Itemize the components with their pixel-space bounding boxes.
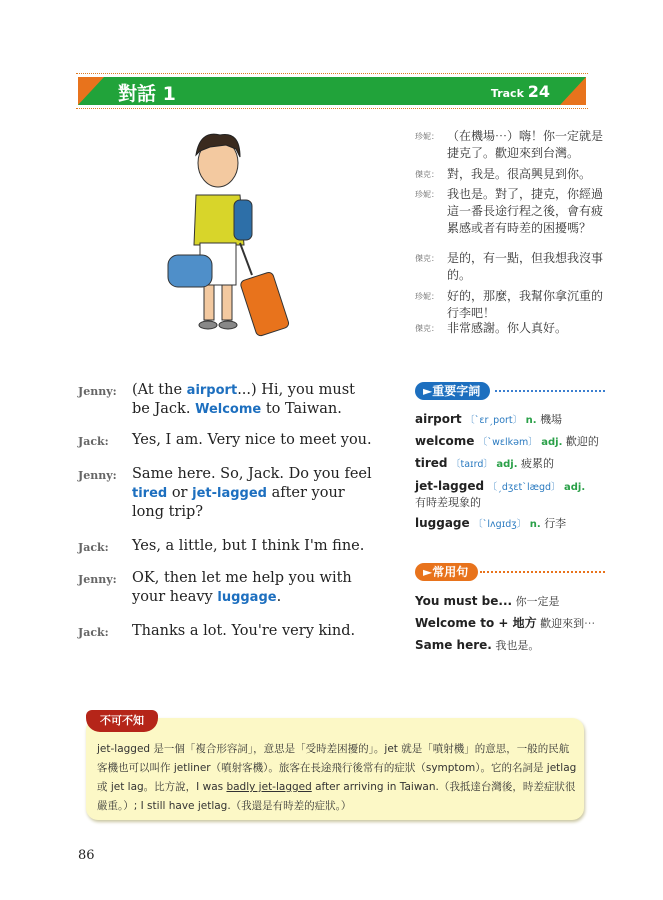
speaker-label: Jack: xyxy=(78,626,109,639)
speaker-label: Jenny: xyxy=(78,573,117,586)
note-tab: 不可不知 xyxy=(86,710,158,732)
zh-dialogue-line xyxy=(415,128,605,162)
vocab-pos: n. xyxy=(529,519,541,530)
vocab-meaning: 行李 xyxy=(544,517,567,530)
vocab-pos: n. xyxy=(525,415,537,426)
phrase-chinese: 你一定是 xyxy=(515,595,560,608)
divider xyxy=(76,108,588,109)
dialogue-text: 對，我是。很高興見到你。 xyxy=(447,167,592,181)
text-segment: Yes, a little, but I think I'm fine. xyxy=(132,538,365,554)
vocab-phonetic: 〔taɪrd〕 xyxy=(451,459,493,470)
vocab-meaning: 有時差現象的 xyxy=(415,496,481,509)
key-word: Welcome xyxy=(195,402,262,417)
vocab-word: tired xyxy=(415,456,448,470)
vocab-word: jet-lagged xyxy=(415,479,485,493)
dialogue-text: 非常感謝。你人真好。 xyxy=(447,321,568,335)
key-word: jet-lagged xyxy=(192,486,267,501)
dialogue-line xyxy=(78,381,378,419)
track-label xyxy=(491,82,550,101)
speaker-label: 珍妮： xyxy=(415,292,439,301)
banner-corner xyxy=(78,77,104,105)
dialogue-text: 是的，有一點，但我想我沒事的。 xyxy=(447,251,604,282)
text-segment: ...) Hi, you must be Jack. xyxy=(132,382,356,417)
dialogue-line xyxy=(78,431,378,450)
vocab-phonetic: 〔ˏdʒɛtˋlægd〕 xyxy=(487,482,561,493)
divider xyxy=(480,571,605,573)
dialogue-line xyxy=(78,622,378,641)
speaker-label: Jenny: xyxy=(78,469,117,482)
text-segment: or xyxy=(167,485,193,501)
vocab-pos: adj. xyxy=(541,437,563,448)
vocab-meaning: 機場 xyxy=(540,413,563,426)
phrase-item xyxy=(415,594,605,609)
speaker-label: Jack: xyxy=(78,541,109,554)
note-text-part: jet-lagged 是一個「複合形容詞」，意思是「受時差困擾的」。jet 就是「噴射機」的意思，一般的民航客機也可以叫作 jetliner（噴射客機）。旅客在長途飛行後常有的症狀（symptom）。它的名詞是 jetlag 或 jet lag。比方說，I was xyxy=(97,743,577,793)
speaker-label: 傑克： xyxy=(415,254,439,263)
note-text xyxy=(97,740,577,816)
lesson-title: 對話 1 xyxy=(118,83,176,105)
lesson-banner xyxy=(78,77,586,105)
vocab-meaning: 疲累的 xyxy=(521,457,554,470)
dialogue-text xyxy=(132,381,372,419)
text-segment: after your long trip? xyxy=(132,485,345,520)
vocab-item xyxy=(415,456,605,472)
text-segment: Yes, I am. Very nice to meet you. xyxy=(132,432,372,448)
zh-dialogue-line xyxy=(415,186,605,237)
dialogue-text xyxy=(132,465,372,522)
dialogue-text xyxy=(132,569,372,607)
text-segment: Thanks a lot. You're very kind. xyxy=(132,623,356,639)
vocab-item xyxy=(415,434,605,450)
traveler-illustration xyxy=(160,125,290,345)
phrase-english: Welcome to + 地方 xyxy=(415,616,537,630)
dialogue-line xyxy=(78,569,378,607)
speaker-label: Jack: xyxy=(78,435,109,448)
phrase-english: You must be... xyxy=(415,594,513,608)
speaker-label: 珍妮： xyxy=(415,132,439,141)
vocab-phonetic: 〔ˋwɛlkəm〕 xyxy=(477,437,538,448)
dialogue-text xyxy=(132,537,372,556)
vocab-item xyxy=(415,516,605,532)
speaker-label: 珍妮： xyxy=(415,190,439,199)
speaker-label: 傑克： xyxy=(415,170,439,179)
vocab-item xyxy=(415,412,605,428)
vocab-word: welcome xyxy=(415,434,475,448)
speaker-label: 傑克： xyxy=(415,324,439,333)
text-segment: . xyxy=(276,589,282,605)
track-text: Track xyxy=(490,87,524,100)
vocab-pos: adj. xyxy=(496,459,518,470)
phrase-item xyxy=(415,616,605,631)
vocab-phonetic: 〔ˋlʌgɪdʒ〕 xyxy=(473,519,527,530)
vocab-meaning: 歡迎的 xyxy=(565,435,599,448)
divider xyxy=(495,390,605,392)
zh-dialogue-line xyxy=(415,320,605,337)
key-word: luggage xyxy=(217,590,277,605)
banner-corner xyxy=(560,77,586,105)
page-number: 86 xyxy=(78,848,95,863)
text-segment: (At the xyxy=(132,382,187,398)
note-underlined: badly jet-lagged xyxy=(226,781,312,793)
text-segment: to Taiwan. xyxy=(261,401,342,417)
key-word: tired xyxy=(132,486,168,501)
vocab-phonetic: 〔ˋɛrˏport〕 xyxy=(465,415,523,426)
vocab-word: luggage xyxy=(415,516,470,530)
dialogue-line xyxy=(78,465,378,522)
phrase-chinese: 歡迎來到⋯ xyxy=(540,617,596,630)
zh-dialogue-line xyxy=(415,166,605,183)
dialogue-text xyxy=(132,431,372,450)
phrase-item xyxy=(415,638,605,653)
vocab-pos: adj. xyxy=(564,482,586,493)
divider xyxy=(76,73,588,74)
dialogue-text: （在機場⋯）嗨！你一定就是捷克了。歡迎來到台灣。 xyxy=(447,129,604,160)
note-text-part: after arriving in Taiwan.（我抵達台灣後，時差症狀很嚴重。）; I still have jetlag.（我還是有時差的症狀。） xyxy=(97,781,576,812)
vocab-item xyxy=(415,479,605,510)
vocab-word: airport xyxy=(415,412,462,426)
text-segment: Same here. So, Jack. Do you feel xyxy=(132,466,372,482)
phrase-english: Same here. xyxy=(415,638,492,652)
zh-dialogue-line xyxy=(415,250,605,284)
zh-dialogue-line xyxy=(415,288,605,322)
phrases-heading: ►常用句 xyxy=(415,563,478,581)
dialogue-text: 我也是。對了，捷克，你經過這一番長途行程之後，會有疲累感或者有時差的困擾嗎？ xyxy=(447,187,604,235)
dialogue-text xyxy=(132,622,372,641)
dialogue-text: 好的，那麼，我幫你拿沉重的行李吧！ xyxy=(447,289,604,320)
dialogue-line xyxy=(78,537,378,556)
track-number: 24 xyxy=(527,82,550,101)
vocab-heading: ►重要字詞 xyxy=(415,382,490,400)
key-word: airport xyxy=(186,383,238,398)
speaker-label: Jenny: xyxy=(78,385,117,398)
text-segment: OK, then let me help you with your heavy xyxy=(132,570,352,605)
phrase-chinese: 我也是。 xyxy=(495,639,540,652)
